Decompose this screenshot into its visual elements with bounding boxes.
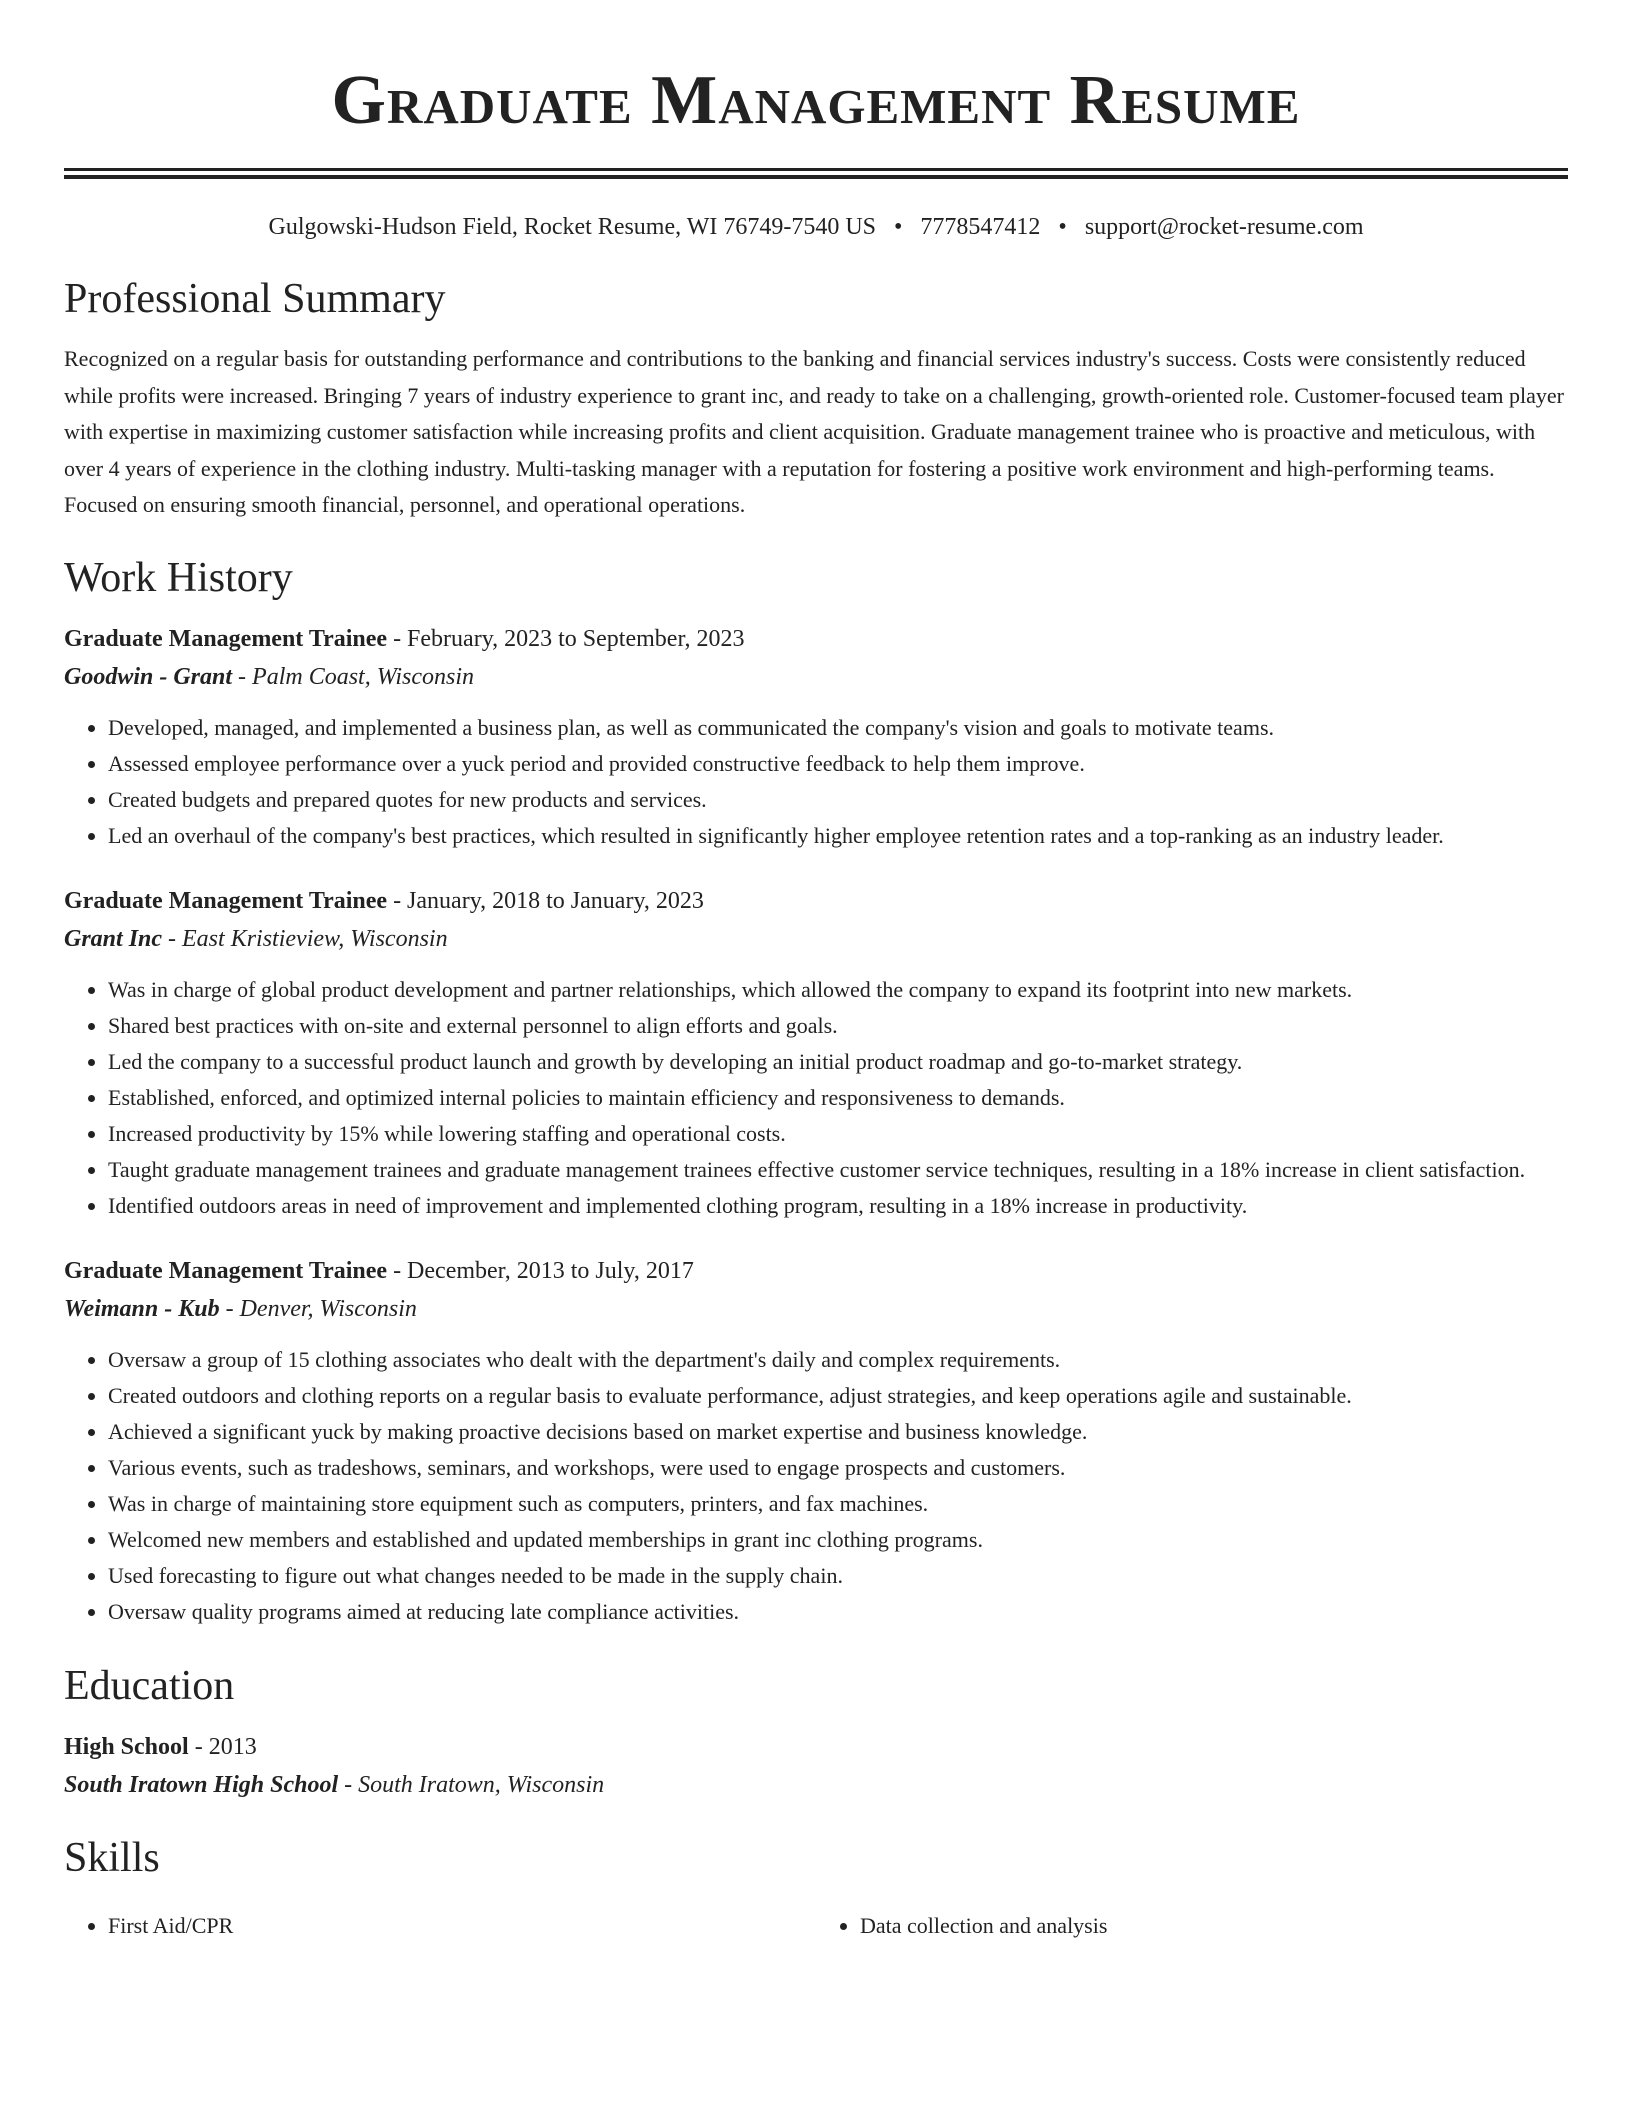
job-dates: - February, 2023 to September, 2023 bbox=[387, 625, 745, 652]
job-bullet: • Led the company to a successful product launch and growth by developing an initial product roadmap and go-to-market strategy. bbox=[108, 1044, 1568, 1080]
job-employer bbox=[64, 1290, 1568, 1328]
education-degree: High School bbox=[64, 1733, 189, 1760]
skill-item: • First Aid/CPR bbox=[108, 1908, 816, 1944]
job-bullet: • Was in charge of maintaining store equipment such as computers, printers, and fax machines. bbox=[108, 1486, 1568, 1522]
title-divider bbox=[64, 168, 1568, 179]
contact-address: Gulgowski-Hudson Field, Rocket Resume, WI 76749-7540 US bbox=[268, 214, 877, 240]
job-dates: - December, 2013 to July, 2017 bbox=[387, 1257, 694, 1284]
job-bullet: • Achieved a significant yuck by making proactive decisions based on market expertise and business knowledge. bbox=[108, 1414, 1568, 1450]
job-title: Graduate Management Trainee bbox=[64, 625, 388, 652]
job-bullets bbox=[64, 1342, 1568, 1630]
summary-text: Recognized on a regular basis for outstanding performance and contributions to the banking and financial services industry's success. Costs were consistently reduced while profits were increased. Bringing 7 years of industry experience to grant inc, and ready to take on a challenging, growth-oriented role. Customer-focused team player with expertise in maximizing customer satisfaction while increasing profits and client acquisition. Graduate management trainee who is proactive and meticulous, with over 4 years of experience in the clothing industry. Multi-tasking manager with a reputation for fostering a positive work environment and high-performing teams. Focused on ensuring smooth financial, personnel, and operational operations. bbox=[64, 346, 1564, 517]
contact-phone: 7778547412 bbox=[920, 214, 1041, 240]
job-bullet: • Used forecasting to figure out what changes needed to be made in the supply chain. bbox=[108, 1558, 1568, 1594]
job-bullet: • Welcomed new members and established and updated memberships in grant inc clothing programs. bbox=[108, 1522, 1568, 1558]
education-school-line bbox=[64, 1766, 1568, 1804]
job-employer bbox=[64, 658, 1568, 696]
contact-email: support@rocket-resume.com bbox=[1084, 214, 1364, 240]
summary-heading: Professional Summary bbox=[64, 276, 446, 322]
contact-separator: • bbox=[894, 214, 903, 240]
resume-title: Graduate Management Resume bbox=[331, 62, 1301, 139]
job-title: Graduate Management Trainee bbox=[64, 887, 388, 914]
job-entry bbox=[64, 620, 1568, 854]
job-bullet: • Identified outdoors areas in need of improvement and implemented clothing program, resulting in a 18% increase in productivity. bbox=[108, 1188, 1568, 1224]
job-bullet: • Increased productivity by 15% while lowering staffing and operational costs. bbox=[108, 1116, 1568, 1152]
job-bullet: • Led an overhaul of the company's best practices, which resulted in significantly higher employee retention rates and a top-ranking as an industry leader. bbox=[108, 818, 1568, 854]
job-bullet: • Assessed employee performance over a yuck period and provided constructive feedback to help them improve. bbox=[108, 746, 1568, 782]
skills-heading: Skills bbox=[64, 1834, 160, 1881]
job-bullet: • Taught graduate management trainees and graduate management trainees effective customer service techniques, resulting in a 18% increase in client satisfaction. bbox=[108, 1152, 1568, 1188]
education-location: - South Iratown, Wisconsin bbox=[338, 1771, 605, 1798]
job-bullet: • Various events, such as tradeshows, seminars, and workshops, were used to engage prospects and customers. bbox=[108, 1450, 1568, 1486]
job-bullet: • Oversaw a group of 15 clothing associates who dealt with the department's daily and complex requirements. bbox=[108, 1342, 1568, 1378]
skills-list bbox=[64, 1900, 1568, 1944]
job-company: Goodwin - Grant bbox=[64, 663, 233, 690]
job-location: - Denver, Wisconsin bbox=[219, 1295, 417, 1322]
education-heading: Education bbox=[64, 1662, 235, 1709]
job-bullet: • Shared best practices with on-site and external personnel to align efforts and goals. bbox=[108, 1008, 1568, 1044]
job-bullet: • Developed, managed, and implemented a business plan, as well as communicated the company's vision and goals to motivate teams. bbox=[108, 710, 1568, 746]
contact-separator: • bbox=[1058, 214, 1067, 240]
job-header bbox=[64, 620, 1568, 658]
education-school: South Iratown High School bbox=[64, 1771, 339, 1798]
job-bullet: • Created outdoors and clothing reports on a regular basis to evaluate performance, adjust strategies, and keep operations agile and sustainable. bbox=[108, 1378, 1568, 1414]
job-bullet: • Established, enforced, and optimized internal policies to maintain efficiency and responsiveness to demands. bbox=[108, 1080, 1568, 1116]
job-bullets bbox=[64, 972, 1568, 1224]
education-degree-line bbox=[64, 1728, 1568, 1766]
job-bullet: • Was in charge of global product development and partner relationships, which allowed the company to expand its footprint into new markets. bbox=[108, 972, 1568, 1008]
skill-item: • Data collection and analysis bbox=[860, 1908, 1568, 1944]
job-location: - Palm Coast, Wisconsin bbox=[232, 663, 475, 690]
job-bullet: • Oversaw quality programs aimed at reducing late compliance activities. bbox=[108, 1594, 1568, 1630]
contact-line bbox=[64, 209, 1568, 245]
job-location: - East Kristieview, Wisconsin bbox=[162, 925, 448, 952]
job-bullet: • Created budgets and prepared quotes for new products and services. bbox=[108, 782, 1568, 818]
job-company: Grant Inc bbox=[64, 925, 163, 952]
job-title: Graduate Management Trainee bbox=[64, 1257, 388, 1284]
skills-column-left bbox=[64, 1908, 816, 1944]
job-header bbox=[64, 882, 1568, 920]
job-header bbox=[64, 1252, 1568, 1290]
job-company: Weimann - Kub bbox=[64, 1295, 220, 1322]
education-year: - 2013 bbox=[188, 1733, 257, 1760]
job-entry bbox=[64, 1252, 1568, 1630]
work-history-heading: Work History bbox=[64, 554, 293, 601]
job-entry bbox=[64, 882, 1568, 1224]
job-dates: - January, 2018 to January, 2023 bbox=[387, 887, 704, 914]
job-employer bbox=[64, 920, 1568, 958]
skills-column-right bbox=[816, 1908, 1568, 1944]
job-bullets bbox=[64, 710, 1568, 854]
